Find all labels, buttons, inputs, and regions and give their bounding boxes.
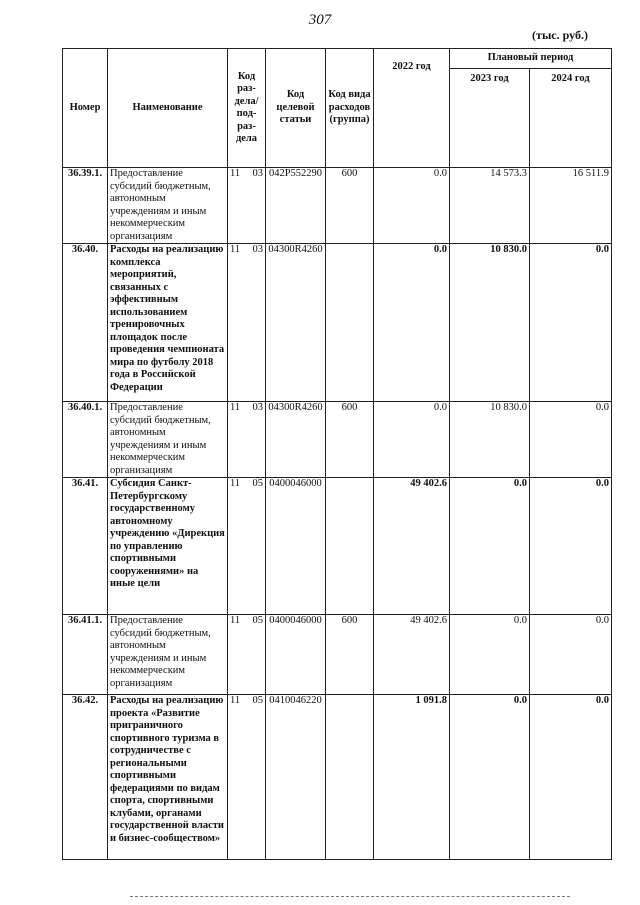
row-amount-2024: 0.0 — [530, 615, 612, 695]
row-type-code: 600 — [326, 615, 374, 695]
row-section — [228, 695, 266, 860]
units-label: (тыс. руб.) — [532, 28, 588, 42]
header-name: Наименование — [108, 49, 228, 168]
row-target-code: 0410046220 — [266, 695, 326, 860]
row-amount-2022: 0.0 — [374, 244, 450, 402]
table-row — [63, 244, 612, 402]
header-section: Код раз-дела/ под-раз-дела — [228, 49, 266, 168]
row-razdel: 11 — [230, 244, 241, 255]
row-amount-2022: 49 402.6 — [374, 615, 450, 695]
row-amount-2023: 10 830.0 — [450, 244, 530, 402]
row-amount-2024: 0.0 — [530, 244, 612, 402]
header-number: Номер — [63, 49, 108, 168]
row-type-code: 600 — [326, 402, 374, 478]
row-number: 36.41.1. — [63, 615, 108, 695]
header-target: Код целевой статьи — [266, 49, 326, 168]
row-amount-2023: 0.0 — [450, 615, 530, 695]
row-amount-2024: 0.0 — [530, 402, 612, 478]
row-section — [228, 168, 266, 244]
budget-table — [62, 48, 612, 860]
table-row — [63, 615, 612, 695]
table-row — [63, 168, 612, 244]
row-razdel: 11 — [230, 168, 241, 179]
footer-line — [130, 896, 570, 898]
row-razdel: 11 — [230, 695, 241, 706]
row-type-code — [326, 244, 374, 402]
row-target-code: 0400046000 — [266, 615, 326, 695]
row-target-code: 04300R4260 — [266, 244, 326, 402]
row-type-code: 600 — [326, 168, 374, 244]
row-razdel: 11 — [230, 615, 241, 626]
row-podrazdel: 03 — [252, 402, 263, 413]
row-amount-2023: 0.0 — [450, 695, 530, 860]
row-section — [228, 402, 266, 478]
row-razdel: 11 — [230, 402, 241, 413]
row-amount-2022: 0.0 — [374, 168, 450, 244]
row-name: Расходы на реализацию проекта «Развитие приграничного спортивного туризма в сотрудничестве с региональными спортивными федерациями по видам спорта, спортивными клубами, органами государственной власти и бизнес-сообществом» — [108, 695, 228, 860]
row-type-code — [326, 478, 374, 615]
row-number: 36.40. — [63, 244, 108, 402]
row-podrazdel: 03 — [252, 168, 263, 179]
row-amount-2023: 14 573.3 — [450, 168, 530, 244]
row-name: Субсидия Санкт-Петербургскому государственному автономному учреждению «Дирекция по управлению спортивными сооружениями» на иные цели — [108, 478, 228, 615]
row-section — [228, 244, 266, 402]
header-2024: 2024 год — [530, 69, 612, 168]
header-type: Код вида расходов (группа) — [326, 49, 374, 168]
table-row — [63, 402, 612, 478]
row-number: 36.42. — [63, 695, 108, 860]
row-podrazdel: 05 — [252, 695, 263, 706]
row-amount-2022: 1 091.8 — [374, 695, 450, 860]
row-number: 36.39.1. — [63, 168, 108, 244]
row-amount-2023: 10 830.0 — [450, 402, 530, 478]
table-row — [63, 695, 612, 860]
row-name: Предоставление субсидий бюджетным, автономным учреждениям и иным некоммерческим организациям — [108, 168, 228, 244]
table-row — [63, 478, 612, 615]
row-type-code — [326, 695, 374, 860]
header-plan: Плановый период — [450, 49, 612, 69]
row-podrazdel: 05 — [252, 478, 263, 489]
row-podrazdel: 05 — [252, 615, 263, 626]
row-number: 36.41. — [63, 478, 108, 615]
header-2023: 2023 год — [450, 69, 530, 168]
header-2022: 2022 год — [374, 49, 450, 168]
row-target-code: 0400046000 — [266, 478, 326, 615]
row-amount-2022: 0.0 — [374, 402, 450, 478]
row-section — [228, 615, 266, 695]
row-podrazdel: 03 — [252, 244, 263, 255]
row-amount-2024: 16 511.9 — [530, 168, 612, 244]
row-name: Предоставление субсидий бюджетным, автономным учреждениям и иным некоммерческим организациям — [108, 615, 228, 695]
row-amount-2022: 49 402.6 — [374, 478, 450, 615]
row-name: Предоставление субсидий бюджетным, автономным учреждениям и иным некоммерческим организациям — [108, 402, 228, 478]
row-target-code: 04300R4260 — [266, 402, 326, 478]
row-name: Расходы на реализацию комплекса мероприятий, связанных с эффективным использованием тренировочных площадок после проведения чемпионата мира по футболу 2018 года в Российской Федерации — [108, 244, 228, 402]
row-amount-2023: 0.0 — [450, 478, 530, 615]
row-number: 36.40.1. — [63, 402, 108, 478]
row-section — [228, 478, 266, 615]
page-number: 307 — [308, 12, 332, 28]
row-amount-2024: 0.0 — [530, 478, 612, 615]
row-target-code: 042P552290 — [266, 168, 326, 244]
row-razdel: 11 — [230, 478, 241, 489]
row-amount-2024: 0.0 — [530, 695, 612, 860]
